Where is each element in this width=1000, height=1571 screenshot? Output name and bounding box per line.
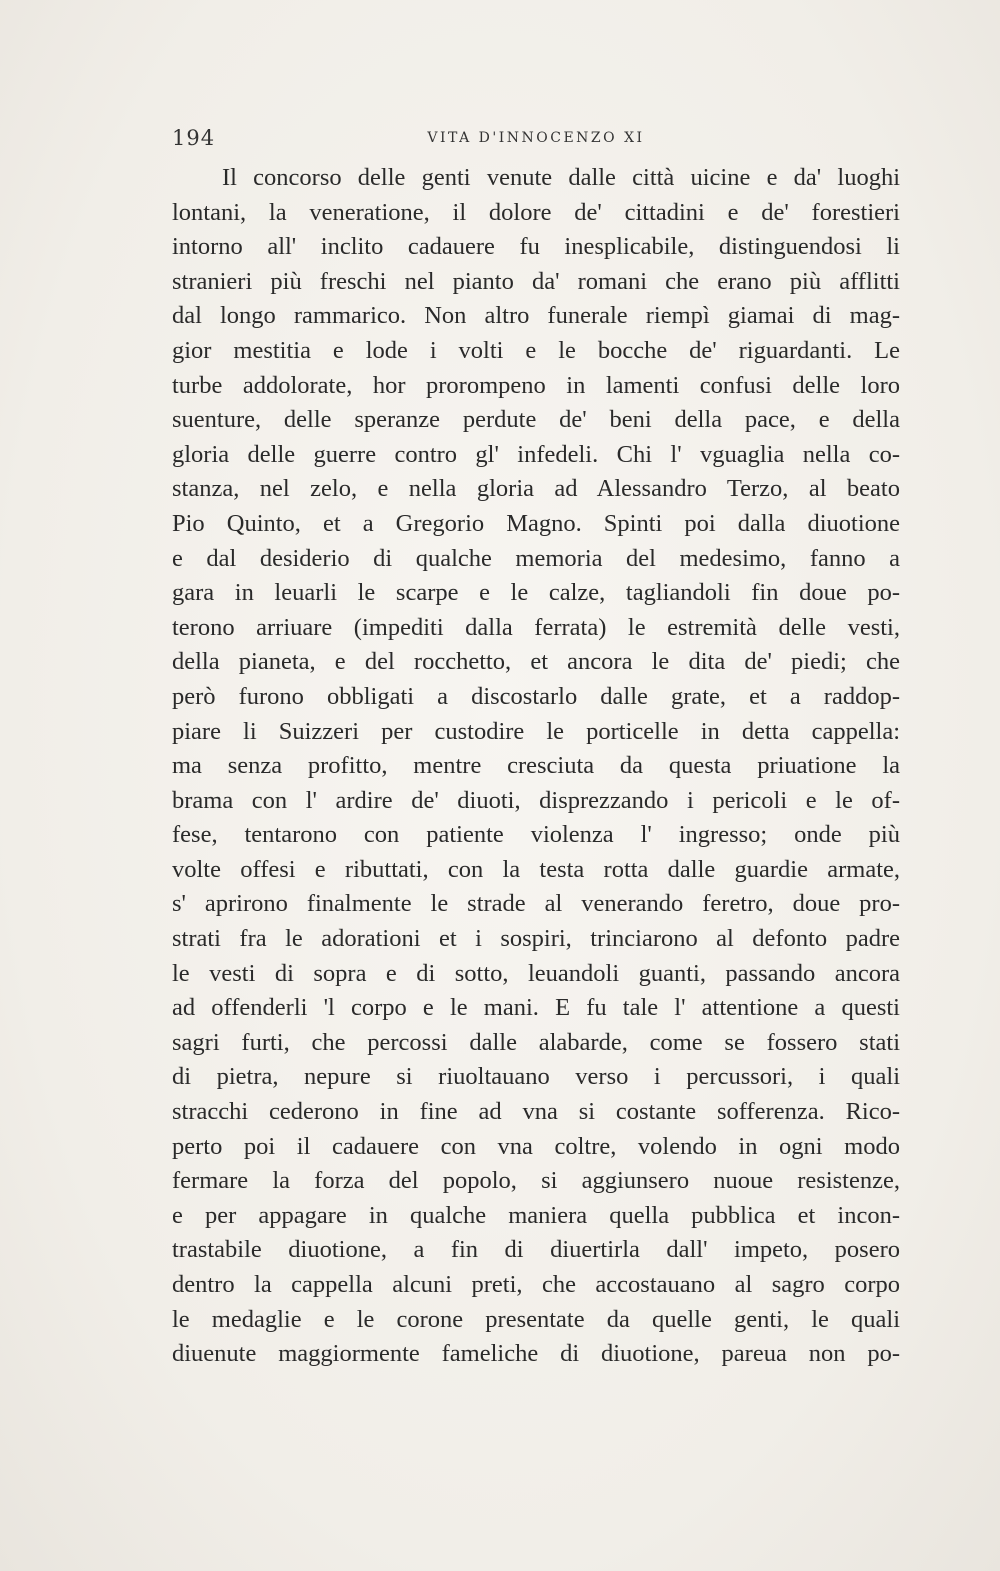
text-line: sagri furti, che percossi dalle alabarde, come se fossero stati (172, 1028, 900, 1056)
text-line: gara in leuarli le scarpe e le calze, tagliandoli fin doue po- (172, 579, 900, 607)
text-line: stracchi cederono in fine ad vna si costante sofferenza. Rico- (172, 1098, 900, 1126)
page-header (172, 124, 900, 154)
text-line: suenture, delle speranze perdute de' beni della pace, e della (172, 406, 900, 434)
text-line: stanza, nel zelo, e nella gloria ad Alessandro Terzo, al beato (172, 475, 900, 503)
text-line: volte offesi e ributtati, con la testa rotta dalle guardie armate, (172, 855, 900, 883)
running-title: VITA D'INNOCENZO XI (427, 130, 645, 146)
page-number: 194 (172, 126, 216, 150)
text-line: ad offenderli 'l corpo e le mani. E fu tale l' attentione a questi (172, 994, 900, 1022)
text-line: le vesti di sopra e di sotto, leuandoli guanti, passando ancora (172, 959, 900, 987)
text-line: di pietra, nepure si riuoltauano verso i percussori, i quali (172, 1063, 900, 1091)
text-line: strati fra le adorationi et i sospiri, trinciarono al defonto padre (172, 925, 900, 953)
text-line: ma senza profitto, mentre cresciuta da questa priuatione la (172, 752, 900, 780)
text-line: perto poi il cadauere con vna coltre, volendo in ogni modo (172, 1132, 900, 1160)
text-line: dentro la cappella alcuni preti, che accostauano al sagro corpo (172, 1271, 900, 1298)
text-line: Il concorso delle genti venute dalle città uicine e da' luoghi (222, 164, 900, 191)
text-line: diuenute maggiormente fameliche di diuotione, pareua non po- (172, 1340, 900, 1368)
text-line: gior mestitia e lode i volti e le bocche de' riguardanti. Le (172, 336, 900, 364)
text-line: e per appagare in qualche maniera quella pubblica et incon- (172, 1201, 900, 1229)
text-line: piare li Suizzeri per custodire le porticelle in detta cappella: (172, 717, 900, 745)
text-line: terono arriuare (impediti dalla ferrata) le estremità delle vesti, (172, 613, 900, 641)
text-line: fermare la forza del popolo, si aggiunsero nuoue resistenze, (172, 1167, 900, 1195)
text-line: trastabile diuotione, a fin di diuertirla dall' impeto, posero (172, 1236, 900, 1264)
text-line: fese, tentarono con patiente violenza l' ingresso; onde più (172, 821, 900, 849)
text-line: lontani, la veneratione, il dolore de' cittadini e de' forestieri (172, 198, 900, 226)
text-line: intorno all' inclito cadauere fu inesplicabile, distinguendosi li (172, 233, 900, 261)
text-line: brama con l' ardire de' diuoti, disprezzando i pericoli e le of- (172, 786, 900, 814)
body-text (172, 161, 900, 1372)
text-line: però furono obbligati a discostarlo dalle grate, et a raddop- (172, 682, 900, 710)
text-line: della pianeta, e del rocchetto, et ancora le dita de' piedi; che (172, 648, 900, 676)
text-line: Pio Quinto, et a Gregorio Magno. Spinti poi dalla diuotione (172, 509, 900, 537)
text-line: stranieri più freschi nel pianto da' romani che erano più afflitti (172, 267, 900, 295)
text-line: turbe addolorate, hor prorompeno in lamenti confusi delle loro (172, 371, 900, 399)
text-line: s' aprirono finalmente le strade al venerando feretro, doue pro- (172, 890, 900, 918)
text-line: le medaglie e le corone presentate da quelle genti, le quali (172, 1305, 900, 1333)
text-line: gloria delle guerre contro gl' infedeli. Chi l' vguaglia nella co- (172, 440, 900, 468)
text-line: e dal desiderio di qualche memoria del medesimo, fanno a (172, 544, 900, 572)
text-line: dal longo rammarico. Non altro funerale riempì giamai di mag- (172, 302, 900, 330)
